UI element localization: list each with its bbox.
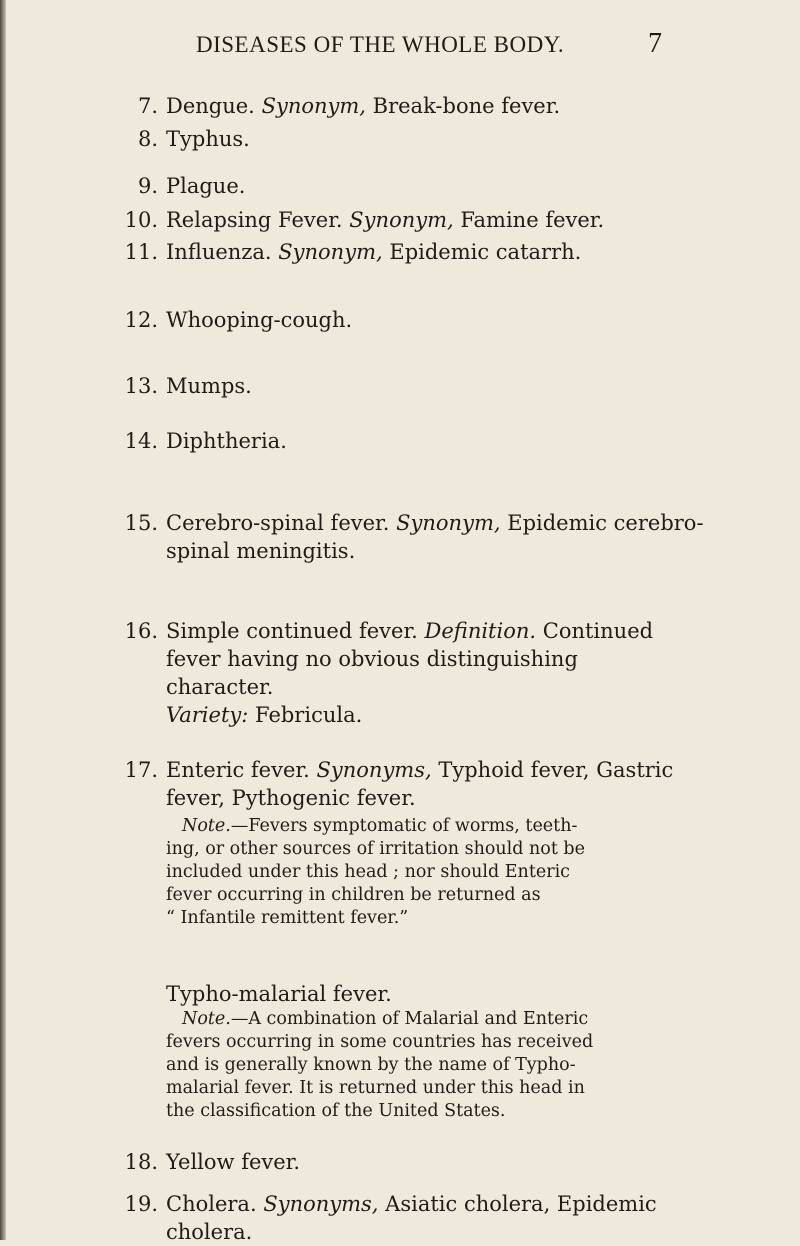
entry-number: 13. xyxy=(124,374,158,398)
entry-number: 19. xyxy=(124,1192,158,1216)
disease-name: Relapsing Fever. xyxy=(166,208,343,232)
running-head xyxy=(0,28,800,62)
entry-number: 10. xyxy=(124,208,158,232)
synonym-label: Synonyms, xyxy=(316,758,432,782)
definition-text-cont: character. xyxy=(166,675,274,699)
entry-number: 15. xyxy=(124,511,158,535)
note-label: Note. xyxy=(182,816,231,836)
entry-number: 9. xyxy=(137,174,158,198)
note-label: Note. xyxy=(182,1009,231,1029)
disease-name: Enteric fever. xyxy=(166,758,310,782)
disease-name: Typhus. xyxy=(166,127,250,151)
synonym-text: Famine fever. xyxy=(460,208,605,232)
enteric-note xyxy=(166,815,722,930)
running-title: DISEASES OF THE WHOLE BODY. xyxy=(196,32,565,57)
disease-name: Influenza. xyxy=(166,240,272,264)
entry-number: 14. xyxy=(124,429,158,453)
disease-name: Diphtheria. xyxy=(166,429,287,453)
note-line: and is generally known by the name of Typho- xyxy=(166,1055,576,1075)
synonym-text-cont: cholera. xyxy=(166,1220,253,1244)
disease-name: Typho-malarial fever. xyxy=(166,982,392,1006)
note-line: fever occurring in children be returned as xyxy=(166,885,541,905)
disease-name: Plague. xyxy=(166,174,246,198)
note-line: included under this head ; nor should Enteric xyxy=(166,862,570,882)
note-line: “ Infantile remittent fever.” xyxy=(166,908,409,928)
synonym-label: Synonym, xyxy=(349,208,454,232)
note-line: —A combination of Malarial and Enteric xyxy=(230,1009,589,1029)
typho-malarial-block xyxy=(166,980,726,1123)
disease-name: Cerebro-spinal fever. xyxy=(166,511,390,535)
synonym-label: Synonyms, xyxy=(263,1192,379,1216)
synonym-label: Synonym, xyxy=(261,94,366,118)
disease-name: Dengue. xyxy=(166,94,255,118)
synonym-text-cont: fever, Pythogenic fever. xyxy=(166,786,416,810)
page-edge xyxy=(0,0,6,1240)
synonym-text: Epidemic catarrh. xyxy=(389,240,582,264)
synonym-text: Epidemic cerebro- xyxy=(507,511,704,535)
disease-name: Mumps. xyxy=(166,374,252,398)
variety-text: Febricula. xyxy=(255,703,363,727)
entry-number: 18. xyxy=(124,1150,158,1174)
entry-number: 7. xyxy=(137,94,158,118)
synonym-text: Break-bone fever. xyxy=(372,94,561,118)
note-line: —Fevers symptomatic of worms, teeth- xyxy=(230,816,578,836)
definition-text: Continued xyxy=(542,619,654,643)
synonym-text: Typhoid fever, Gastric xyxy=(438,758,674,782)
entry-number: 8. xyxy=(137,127,158,151)
entry-number: 12. xyxy=(124,308,158,332)
note-line: fevers occurring in some countries has received xyxy=(166,1032,594,1052)
variety-label: Variety: xyxy=(166,703,249,727)
typho-note xyxy=(166,1008,726,1123)
note-line: ing, or other sources of irritation should not be xyxy=(166,839,585,859)
entry-number: 17. xyxy=(124,758,158,782)
synonym-text-cont: spinal meningitis. xyxy=(166,539,356,563)
note-line: the classification of the United States. xyxy=(166,1101,506,1121)
disease-name: Yellow fever. xyxy=(166,1150,301,1174)
synonym-label: Synonym, xyxy=(278,240,383,264)
page-number: 7 xyxy=(648,28,662,59)
synonym-label: Synonym, xyxy=(396,511,501,535)
synonym-text: Asiatic cholera, Epidemic xyxy=(385,1192,657,1216)
disease-name: Simple continued fever. xyxy=(166,619,418,643)
definition-label: Definition. xyxy=(424,619,537,643)
note-line: malarial fever. It is returned under this head in xyxy=(166,1078,585,1098)
disease-name: Cholera. xyxy=(166,1192,257,1216)
entry-number: 16. xyxy=(124,619,158,643)
disease-name: Whooping-cough. xyxy=(166,308,353,332)
definition-text-cont: fever having no obvious distinguishing xyxy=(166,647,578,671)
entry-number: 11. xyxy=(124,240,158,264)
